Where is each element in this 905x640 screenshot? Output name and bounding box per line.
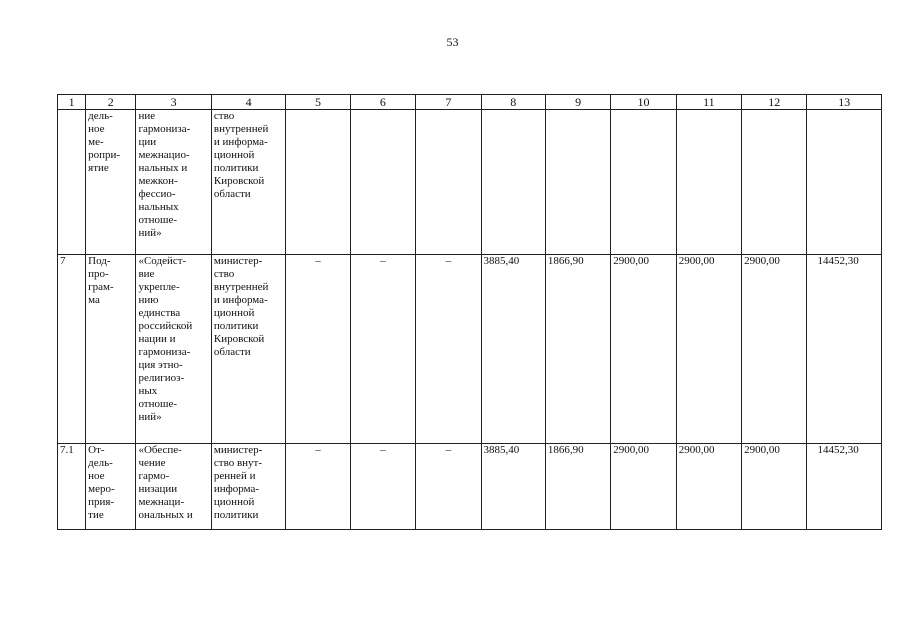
cell-value: 2900,00 [676, 255, 741, 444]
cell-value: 2900,00 [611, 255, 676, 444]
cell-value: 3885,40 [481, 255, 545, 444]
cell-total: 14452,30 [807, 444, 882, 530]
header-cell: 9 [545, 95, 610, 110]
header-cell: 1 [58, 95, 86, 110]
cell-status: дель- ное ме- ропри- ятие [86, 110, 136, 255]
cell-value: 1866,90 [545, 444, 610, 530]
header-cell: 8 [481, 95, 545, 110]
table-row [58, 255, 882, 444]
cell-value [676, 110, 741, 255]
page-number: 53 [446, 35, 459, 49]
data-table [57, 94, 882, 530]
cell-value: 2900,00 [742, 255, 807, 444]
cell-name: «Содейст- вие укрепле- нию единства российской нации и гармониза- ция этно- религиоз- ных отноше- ний» [136, 255, 211, 444]
cell-value: 3885,40 [481, 444, 545, 530]
header-cell: 4 [211, 95, 285, 110]
cell-value: 2900,00 [676, 444, 741, 530]
cell-name: «Обеспе- чение гармо- низации межнаци- ональных и [136, 444, 211, 530]
cell-value: 1866,90 [545, 255, 610, 444]
header-cell: 5 [286, 95, 350, 110]
cell-value: 2900,00 [611, 444, 676, 530]
cell-value [416, 110, 481, 255]
cell-status: Под- про- грам- ма [86, 255, 136, 444]
table-row [58, 110, 882, 255]
cell-value: – [416, 444, 481, 530]
table-row [58, 444, 882, 530]
cell-value [611, 110, 676, 255]
cell-executor: министер- ство внут- ренней и информа- ционной политики [211, 444, 285, 530]
cell-status: От- дель- ное меро- прия- тие [86, 444, 136, 530]
header-cell: 11 [676, 95, 741, 110]
cell-total: 14452,30 [807, 255, 882, 444]
cell-number [58, 110, 86, 255]
cell-value: 2900,00 [742, 444, 807, 530]
cell-name: ние гармониза- ции межнацио- нальных и межкон- фессио- нальных отноше- ний» [136, 110, 211, 255]
cell-number: 7.1 [58, 444, 86, 530]
cell-value: – [286, 444, 350, 530]
cell-value [350, 110, 415, 255]
cell-value [742, 110, 807, 255]
header-cell: 6 [350, 95, 415, 110]
cell-executor: ство внутренней и информа- ционной политики Кировской области [211, 110, 285, 255]
header-cell: 3 [136, 95, 211, 110]
cell-value: – [416, 255, 481, 444]
cell-value [286, 110, 350, 255]
cell-executor: министер- ство внутренней и информа- ционной политики Кировской области [211, 255, 285, 444]
header-cell: 12 [742, 95, 807, 110]
cell-value: – [286, 255, 350, 444]
cell-value [545, 110, 610, 255]
header-cell: 10 [611, 95, 676, 110]
header-cell: 2 [86, 95, 136, 110]
cell-value: – [350, 444, 415, 530]
cell-value [481, 110, 545, 255]
cell-total [807, 110, 882, 255]
header-cell: 13 [807, 95, 882, 110]
table-header-row [58, 95, 882, 110]
cell-number: 7 [58, 255, 86, 444]
header-cell: 7 [416, 95, 481, 110]
cell-value: – [350, 255, 415, 444]
